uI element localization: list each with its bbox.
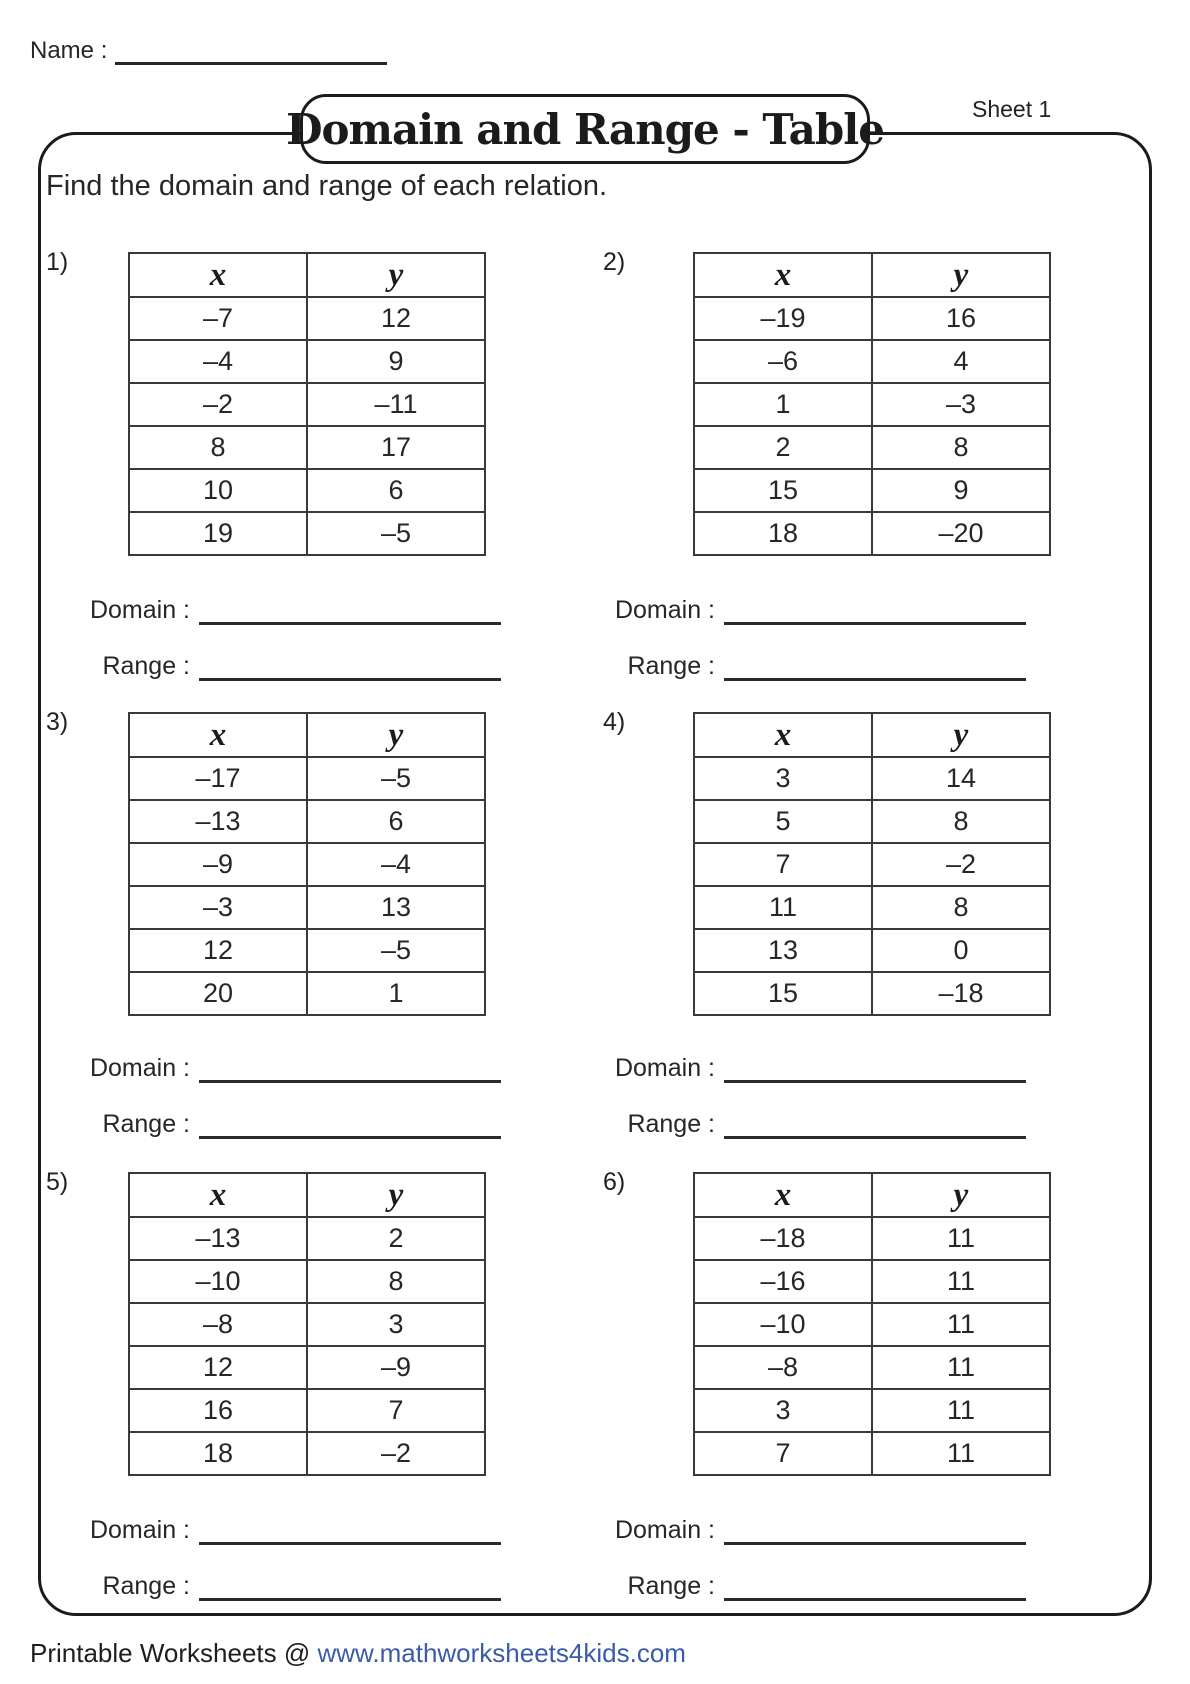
- table-header-y: y: [307, 253, 485, 297]
- problem-number: 4): [603, 708, 626, 736]
- table-header-y: y: [307, 1173, 485, 1217]
- table-cell-y: 8: [872, 426, 1050, 469]
- table-cell-y: 11: [872, 1346, 1050, 1389]
- table-cell-y: –5: [307, 757, 485, 800]
- table-cell-y: 11: [872, 1217, 1050, 1260]
- table-cell-y: 6: [307, 800, 485, 843]
- range-label: Range :: [102, 1572, 190, 1600]
- table-cell-y: –2: [872, 843, 1050, 886]
- table-cell-x: –8: [694, 1346, 872, 1389]
- table-cell-x: 8: [129, 426, 307, 469]
- table-cell-y: 7: [307, 1389, 485, 1432]
- table-header-y: y: [307, 713, 485, 757]
- table-cell-y: 9: [872, 469, 1050, 512]
- range-blank-field[interactable]: [199, 1102, 501, 1139]
- table-cell-y: 11: [872, 1303, 1050, 1346]
- table-cell-y: 12: [307, 297, 485, 340]
- relation-table: [693, 1172, 1051, 1476]
- table-cell-x: –13: [129, 1217, 307, 1260]
- table-row: [694, 800, 1050, 843]
- table-cell-x: –9: [129, 843, 307, 886]
- name-row: [30, 36, 387, 65]
- sheet-number-label: Sheet 1: [972, 96, 1052, 122]
- range-blank-field[interactable]: [724, 1102, 1026, 1139]
- instruction-text: Find the domain and range of each relation.: [46, 170, 608, 202]
- table-row: [694, 512, 1050, 555]
- table-header-x: x: [129, 1173, 307, 1217]
- domain-label: Domain :: [614, 1516, 715, 1544]
- domain-blank-field[interactable]: [199, 588, 501, 625]
- table-cell-y: –11: [307, 383, 485, 426]
- name-blank-field[interactable]: [115, 36, 387, 65]
- table-row: [129, 843, 485, 886]
- table-cell-y: –3: [872, 383, 1050, 426]
- table-cell-y: 13: [307, 886, 485, 929]
- table-cell-y: 8: [872, 886, 1050, 929]
- table-cell-x: –7: [129, 297, 307, 340]
- table-cell-x: 15: [694, 972, 872, 1015]
- title-box: [286, 94, 884, 164]
- table-cell-y: –20: [872, 512, 1050, 555]
- domain-label: Domain :: [614, 596, 715, 624]
- table-row: [694, 1432, 1050, 1475]
- table-cell-x: 7: [694, 843, 872, 886]
- table-cell-y: 1: [307, 972, 485, 1015]
- range-label: Range :: [102, 652, 190, 680]
- table-cell-y: 17: [307, 426, 485, 469]
- domain-blank-field[interactable]: [199, 1508, 501, 1545]
- table-row: [129, 1217, 485, 1260]
- problem-number: 1): [46, 248, 69, 276]
- range-answer-row: [597, 644, 1026, 681]
- table-cell-x: 11: [694, 886, 872, 929]
- relation-table: [128, 1172, 486, 1476]
- name-label: Name :: [30, 37, 108, 64]
- table-cell-y: –9: [307, 1346, 485, 1389]
- table-row: [129, 886, 485, 929]
- range-answer-row: [597, 1102, 1026, 1139]
- table-cell-x: –10: [694, 1303, 872, 1346]
- table-row: [129, 469, 485, 512]
- table-cell-x: 16: [129, 1389, 307, 1432]
- table-cell-x: –19: [694, 297, 872, 340]
- page-title: Domain and Range - Table: [286, 104, 884, 154]
- table-cell-x: 12: [129, 1346, 307, 1389]
- domain-blank-field[interactable]: [199, 1046, 501, 1083]
- table-cell-x: 19: [129, 512, 307, 555]
- table-row: [694, 1217, 1050, 1260]
- table-cell-y: 8: [307, 1260, 485, 1303]
- domain-label: Domain :: [89, 596, 190, 624]
- table-cell-x: –8: [129, 1303, 307, 1346]
- table-row: [129, 512, 485, 555]
- problem-number: 5): [46, 1168, 69, 1196]
- table-cell-x: 3: [694, 1389, 872, 1432]
- footer-text: Printable Worksheets @: [30, 1638, 318, 1668]
- range-blank-field[interactable]: [724, 644, 1026, 681]
- table-cell-x: –18: [694, 1217, 872, 1260]
- domain-blank-field[interactable]: [724, 588, 1026, 625]
- table-row: [129, 1389, 485, 1432]
- table-row: [694, 757, 1050, 800]
- table-cell-y: –2: [307, 1432, 485, 1475]
- table-cell-x: –17: [129, 757, 307, 800]
- range-label: Range :: [627, 1572, 715, 1600]
- table-cell-y: 11: [872, 1432, 1050, 1475]
- table-row: [129, 297, 485, 340]
- table-row: [694, 1346, 1050, 1389]
- relation-table: [693, 252, 1051, 556]
- range-label: Range :: [627, 652, 715, 680]
- problem-number: 3): [46, 708, 69, 736]
- footer-link[interactable]: www.mathworksheets4kids.com: [317, 1638, 686, 1668]
- table-row: [129, 1432, 485, 1475]
- table-row: [694, 426, 1050, 469]
- table-row: [129, 426, 485, 469]
- table-row: [129, 383, 485, 426]
- table-row: [694, 1303, 1050, 1346]
- domain-label: Domain :: [89, 1516, 190, 1544]
- table-cell-y: 11: [872, 1260, 1050, 1303]
- table-row: [129, 972, 485, 1015]
- table-row: [129, 929, 485, 972]
- table-row: [129, 800, 485, 843]
- table-header-x: x: [129, 713, 307, 757]
- table-cell-y: 6: [307, 469, 485, 512]
- table-row: [694, 340, 1050, 383]
- table-cell-y: 3: [307, 1303, 485, 1346]
- table-cell-x: 10: [129, 469, 307, 512]
- table-cell-y: 2: [307, 1217, 485, 1260]
- table-header-y: y: [872, 253, 1050, 297]
- table-cell-x: 5: [694, 800, 872, 843]
- table-row: [694, 469, 1050, 512]
- table-row: [694, 972, 1050, 1015]
- problem-number: 2): [603, 248, 626, 276]
- table-cell-y: 16: [872, 297, 1050, 340]
- table-cell-y: 4: [872, 340, 1050, 383]
- table-cell-x: –2: [129, 383, 307, 426]
- table-cell-y: 14: [872, 757, 1050, 800]
- table-cell-x: –3: [129, 886, 307, 929]
- table-cell-x: –16: [694, 1260, 872, 1303]
- table-header-x: x: [129, 253, 307, 297]
- range-answer-row: [72, 644, 501, 681]
- relation-table: [128, 252, 486, 556]
- table-row: [694, 886, 1050, 929]
- table-cell-y: –18: [872, 972, 1050, 1015]
- table-cell-y: 8: [872, 800, 1050, 843]
- domain-answer-row: [72, 588, 501, 625]
- table-row: [694, 1260, 1050, 1303]
- range-answer-row: [597, 1564, 1026, 1601]
- table-row: [694, 1389, 1050, 1432]
- table-cell-x: 12: [129, 929, 307, 972]
- range-answer-row: [72, 1564, 501, 1601]
- footer: [30, 1638, 686, 1669]
- relation-table: [693, 712, 1051, 1016]
- table-cell-y: 9: [307, 340, 485, 383]
- table-cell-x: 15: [694, 469, 872, 512]
- table-cell-y: 11: [872, 1389, 1050, 1432]
- table-cell-y: –5: [307, 929, 485, 972]
- range-blank-field[interactable]: [199, 1564, 501, 1601]
- table-cell-x: 2: [694, 426, 872, 469]
- relation-table: [128, 712, 486, 1016]
- domain-answer-row: [597, 588, 1026, 625]
- table-row: [129, 340, 485, 383]
- table-cell-x: 7: [694, 1432, 872, 1475]
- table-row: [129, 1346, 485, 1389]
- problem-number: 6): [603, 1168, 626, 1196]
- range-label: Range :: [102, 1110, 190, 1138]
- table-row: [694, 843, 1050, 886]
- range-answer-row: [72, 1102, 501, 1139]
- table-cell-x: 1: [694, 383, 872, 426]
- table-cell-x: –10: [129, 1260, 307, 1303]
- domain-label: Domain :: [614, 1054, 715, 1082]
- table-cell-y: 0: [872, 929, 1050, 972]
- domain-blank-field[interactable]: [724, 1046, 1026, 1083]
- table-row: [694, 297, 1050, 340]
- domain-label: Domain :: [89, 1054, 190, 1082]
- table-header-x: x: [694, 713, 872, 757]
- range-blank-field[interactable]: [199, 644, 501, 681]
- table-row: [694, 383, 1050, 426]
- table-cell-x: 20: [129, 972, 307, 1015]
- table-header-y: y: [872, 1173, 1050, 1217]
- table-row: [129, 1260, 485, 1303]
- domain-answer-row: [597, 1046, 1026, 1083]
- table-cell-x: 18: [694, 512, 872, 555]
- table-row: [129, 757, 485, 800]
- range-blank-field[interactable]: [724, 1564, 1026, 1601]
- table-header-x: x: [694, 1173, 872, 1217]
- table-row: [694, 929, 1050, 972]
- table-cell-y: –5: [307, 512, 485, 555]
- table-cell-x: 3: [694, 757, 872, 800]
- domain-answer-row: [72, 1508, 501, 1545]
- table-cell-x: –13: [129, 800, 307, 843]
- range-label: Range :: [627, 1110, 715, 1138]
- table-row: [129, 1303, 485, 1346]
- table-cell-x: –4: [129, 340, 307, 383]
- domain-answer-row: [597, 1508, 1026, 1545]
- domain-blank-field[interactable]: [724, 1508, 1026, 1545]
- table-cell-x: –6: [694, 340, 872, 383]
- domain-answer-row: [72, 1046, 501, 1083]
- table-cell-x: 18: [129, 1432, 307, 1475]
- table-cell-y: –4: [307, 843, 485, 886]
- table-cell-x: 13: [694, 929, 872, 972]
- table-header-x: x: [694, 253, 872, 297]
- table-header-y: y: [872, 713, 1050, 757]
